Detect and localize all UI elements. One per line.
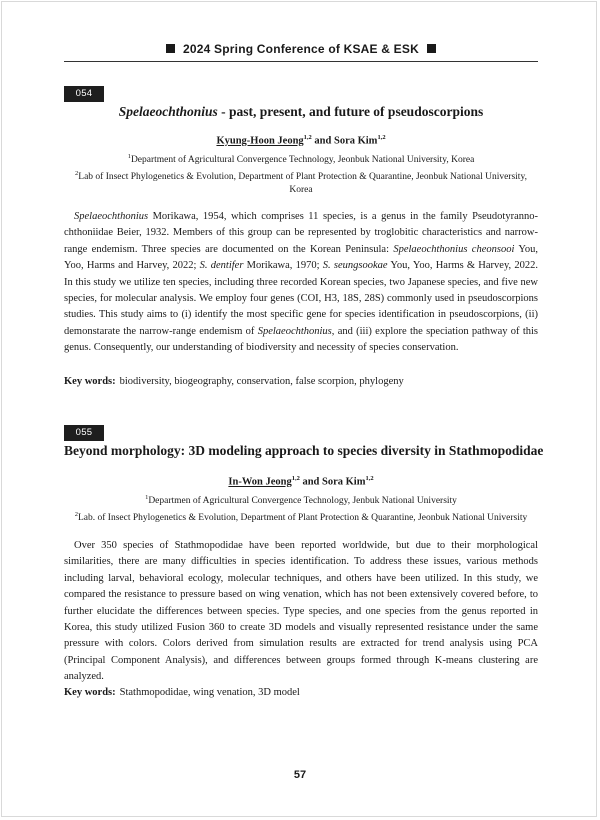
species-name: S. seungsookae xyxy=(322,260,388,272)
keywords-line xyxy=(64,687,538,698)
presenting-author: In-Won Jeong xyxy=(228,476,292,488)
affiliation-1 xyxy=(64,491,538,508)
affiliations xyxy=(64,491,538,525)
affiliation-2 xyxy=(64,167,538,184)
keywords-label: Key words: xyxy=(64,376,116,387)
keywords-line xyxy=(64,376,538,387)
body-text: You, Yoo, Harms & Harvey, 2022. In this study we utilize ten species, including three recorded Korean species, two Japanese species, and five new species, for molecular analysis. We employ four genes (COI, H3, 18S, 28S) commonly used in pseudoscorpions studies. This study aims to (i) identify the most specific gene for species identification in pseudoscorpions, (ii) demonstarate the narrow-range endemism of xyxy=(64,260,538,337)
species-name: Spelaeochthonius cheonsooi xyxy=(393,243,515,255)
abstract-title: Beyond morphology: 3D modeling approach to species diversity in Stathmopodidae xyxy=(64,443,544,458)
title-genus: Spelaeochthonius xyxy=(118,104,218,119)
affiliation-text: Lab of Insect Phylogenetics & Evolution, Department of Plant Protection & Quarantine, Jeonbuk National University, xyxy=(78,172,527,183)
affiliation-1 xyxy=(64,150,538,167)
author-line xyxy=(64,475,538,488)
affiliation-text: Departmen of Agricultural Convergence Technology, Jenbuk National University xyxy=(148,496,457,507)
keywords-text: biodiversity, biogeography, conservation, false scorpion, phylogeny xyxy=(119,376,404,387)
author-superscript: 1,2 xyxy=(377,134,386,141)
author-line xyxy=(64,134,538,147)
page-number: 57 xyxy=(293,769,307,781)
affiliation-text: Lab. of Insect Phylogenetics & Evolution, Department of Plant Protection & Quarantine, Jeonbuk National University xyxy=(77,513,528,524)
title-text: - past, present, and future of pseudoscorpions xyxy=(217,104,484,119)
affiliation-2 xyxy=(64,508,538,525)
author-superscript: 1,2 xyxy=(303,134,312,141)
affiliation-2-cont: Korea xyxy=(289,185,313,196)
affiliation-superscript: 2 xyxy=(75,170,79,178)
square-bullet-icon xyxy=(166,44,175,53)
affiliation-superscript: 1 xyxy=(145,494,149,501)
abstract-id-badge: 055 xyxy=(64,425,104,441)
keywords-label: Key words: xyxy=(64,687,116,698)
conference-title: 2024 Spring Conference of KSAE & ESK xyxy=(183,42,419,56)
body-text: , and (iii) explore the speciation pathway of this genus. Consequently, our understanding of biodiversity and necessity of species conservation. xyxy=(64,325,538,354)
affiliations xyxy=(64,150,538,197)
body-text: Morikawa, 1970; xyxy=(243,260,323,272)
species-name: S. dentifer xyxy=(199,260,244,272)
author-superscript: 1,2 xyxy=(365,475,374,482)
genus-name: Spelaeochthonius xyxy=(74,211,149,222)
abstract-title xyxy=(64,104,538,120)
keywords-text: Stathmopodidae, wing venation, 3D model xyxy=(119,687,300,698)
body-text: Morikawa, 1954, which comprises 11 species, is a genus in the family Pseudotyranno-chthoniidae Beier, 1932. Members of this group can be represented by troglobitic characteristics and narrow-range endemism. Three species are documented on the Korean Peninsula: xyxy=(64,211,538,255)
genus-name: Spelaeochthonius xyxy=(257,325,332,337)
abstract-body xyxy=(64,209,538,357)
affiliation-superscript: 1 xyxy=(127,153,131,160)
header-rule xyxy=(64,61,538,62)
affiliation-superscript: 2 xyxy=(74,511,78,519)
author-join: and Sora Kim xyxy=(311,135,378,147)
abstract-id-badge: 054 xyxy=(64,86,104,102)
affiliation-text: Department of Agricultural Convergence Technology, Jeonbuk National University, Korea xyxy=(130,155,475,166)
author-join: and Sora Kim xyxy=(299,476,366,488)
body-text: You, Yoo, Harms and Harvey, 2022; xyxy=(64,243,538,272)
presenting-author: Kyung-Hoon Jeong xyxy=(216,135,304,147)
author-superscript: 1,2 xyxy=(291,475,300,482)
conference-header xyxy=(64,42,538,56)
square-bullet-icon xyxy=(427,44,436,53)
abstract-body: Over 350 species of Stathmopodidae have been reported worldwide, but due to their morphological similarities, there are many difficulties in species identification. To address these issues, various methods including larval, behavioral ecology, molecular techniques, and others have been utilized. In this study, we compared the resistance to pressure based on wing venation, which has not been extensively covered before, to further elucidate the differences between species. Type species, and one species from the genus reported in Korea, this study utilized Fusion 360 to create 3D models and visually represented resistance under the same pressure with colors. Colors derived from simulation results are extracted for trend analysis using PCA (Principal Component Analysis), and differences between groups formed through K-means clustering are analyzed. xyxy=(64,540,538,683)
